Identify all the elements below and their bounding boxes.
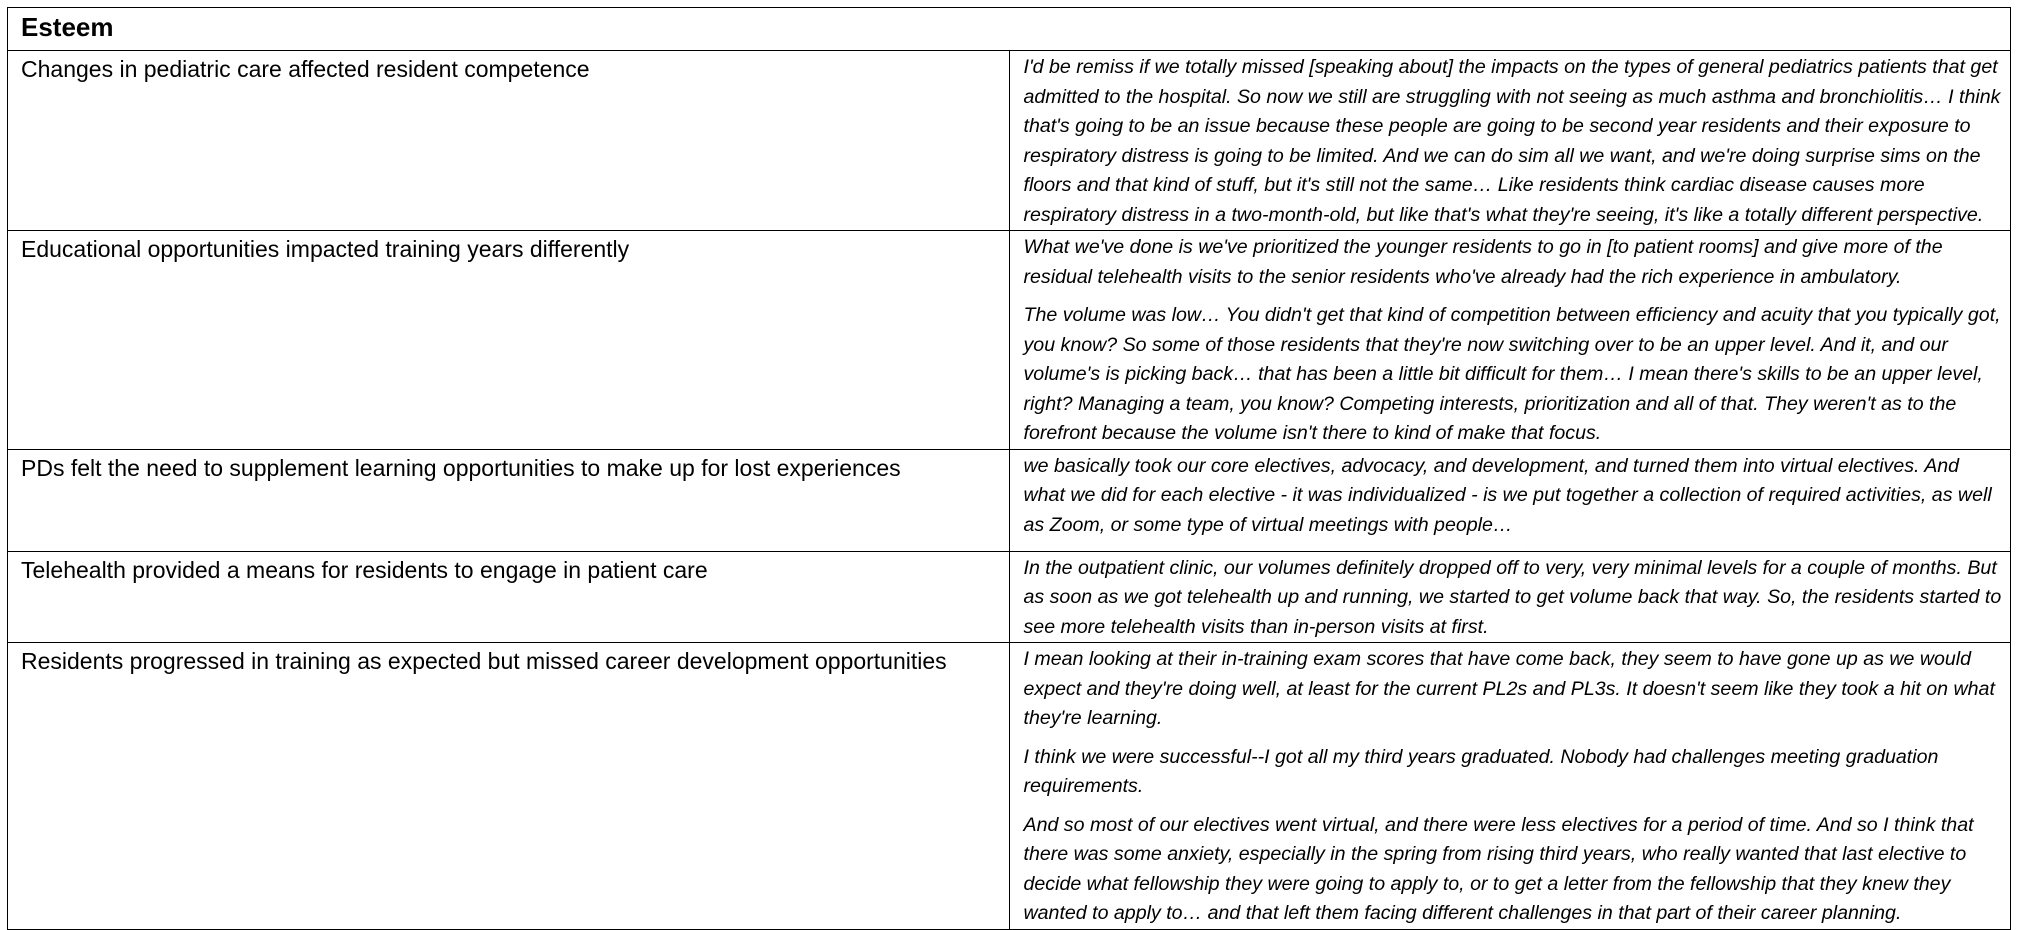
quotes-cell <box>1009 449 2011 551</box>
quote: The volume was low… You didn't get that kind of competition between efficiency and acuity that you typically got, you know? So some of those residents that they're now switching over to be an upper level. And it, and our volume's is picking back… that has been a little bit difficult for them… I mean there's skills to be an upper level, right? Managing a team, you know? Competing interests, prioritization and all of that. They weren't as to the forefront because the volume isn't there to kind of make that focus. <box>1023 304 2001 444</box>
theme-cell: Telehealth provided a means for residents to engage in patient care <box>8 551 1010 643</box>
quote: I'd be remiss if we totally missed [speaking about] the impacts on the types of general pediatrics patients that get admitted to the hospital. So now we still are struggling with not seeing as much asthma and bronchiolitis… I think that's going to be an issue because these people are going to be second year residents and their exposure to respiratory distress is going to be limited. And we can do sim all we want, and we're doing surprise sims on the floors and that kind of stuff, but it's still not the same… Like residents think cardiac disease causes more respiratory distress in a two-month-old, but like that's what they're seeing, it's like a totally different perspective. <box>1023 56 2001 226</box>
table-title: Esteem <box>8 8 2011 51</box>
quote: I mean looking at their in-training exam scores that have come back, they seem to have gone up as we would expect and they're doing well, at least for the current PL2s and PL3s. It doesn't seem like they took a hit on what they're learning. <box>1023 648 1995 729</box>
table-row <box>8 449 2011 551</box>
quotes-cell <box>1009 643 2011 930</box>
quote: I think we were successful--I got all my third years graduated. Nobody had challenges meeting graduation requirements. <box>1023 745 1939 797</box>
quote: What we've done is we've prioritized the younger residents to go in [to patient rooms] and give more of the residual telehealth visits to the senior residents who've already had the rich experience in ambulatory. <box>1023 236 1943 288</box>
quote: we basically took our core electives, advocacy, and development, and turned them into virtual electives. And what we did for each elective - it was individualized - is we put together a collection of required activities, as well as Zoom, or some type of virtual meetings with people… <box>1023 454 1992 536</box>
table-row <box>8 231 2011 450</box>
theme-cell: PDs felt the need to supplement learning opportunities to make up for lost experiences <box>8 449 1010 551</box>
esteem-table <box>7 7 2011 930</box>
quote: In the outpatient clinic, our volumes definitely dropped off to very, very minimal levels for a couple of months. But as soon as we got telehealth up and running, we started to get volume back that way. So, the residents started to see more telehealth visits than in-person visits at first. <box>1023 556 2002 638</box>
theme-cell: Educational opportunities impacted training years differently <box>8 231 1010 450</box>
table-row <box>8 643 2011 930</box>
table-row <box>8 51 2011 231</box>
table-title-row <box>8 8 2011 51</box>
theme-cell: Residents progressed in training as expected but missed career development opportunities <box>8 643 1010 930</box>
quotes-cell <box>1009 551 2011 643</box>
quotes-cell <box>1009 231 2011 450</box>
esteem-table-container <box>7 7 2011 930</box>
theme-cell: Changes in pediatric care affected resident competence <box>8 51 1010 231</box>
quotes-cell <box>1009 51 2011 231</box>
quote: And so most of our electives went virtual, and there were less electives for a period of time. And so I think that there was some anxiety, especially in the spring from rising third years, who really wanted that last elective to decide what fellowship they were going to apply to, or to get a letter from the fellowship that they knew they wanted to apply to… and that left them facing different challenges in that part of their career planning. <box>1023 813 1974 924</box>
table-row <box>8 551 2011 643</box>
